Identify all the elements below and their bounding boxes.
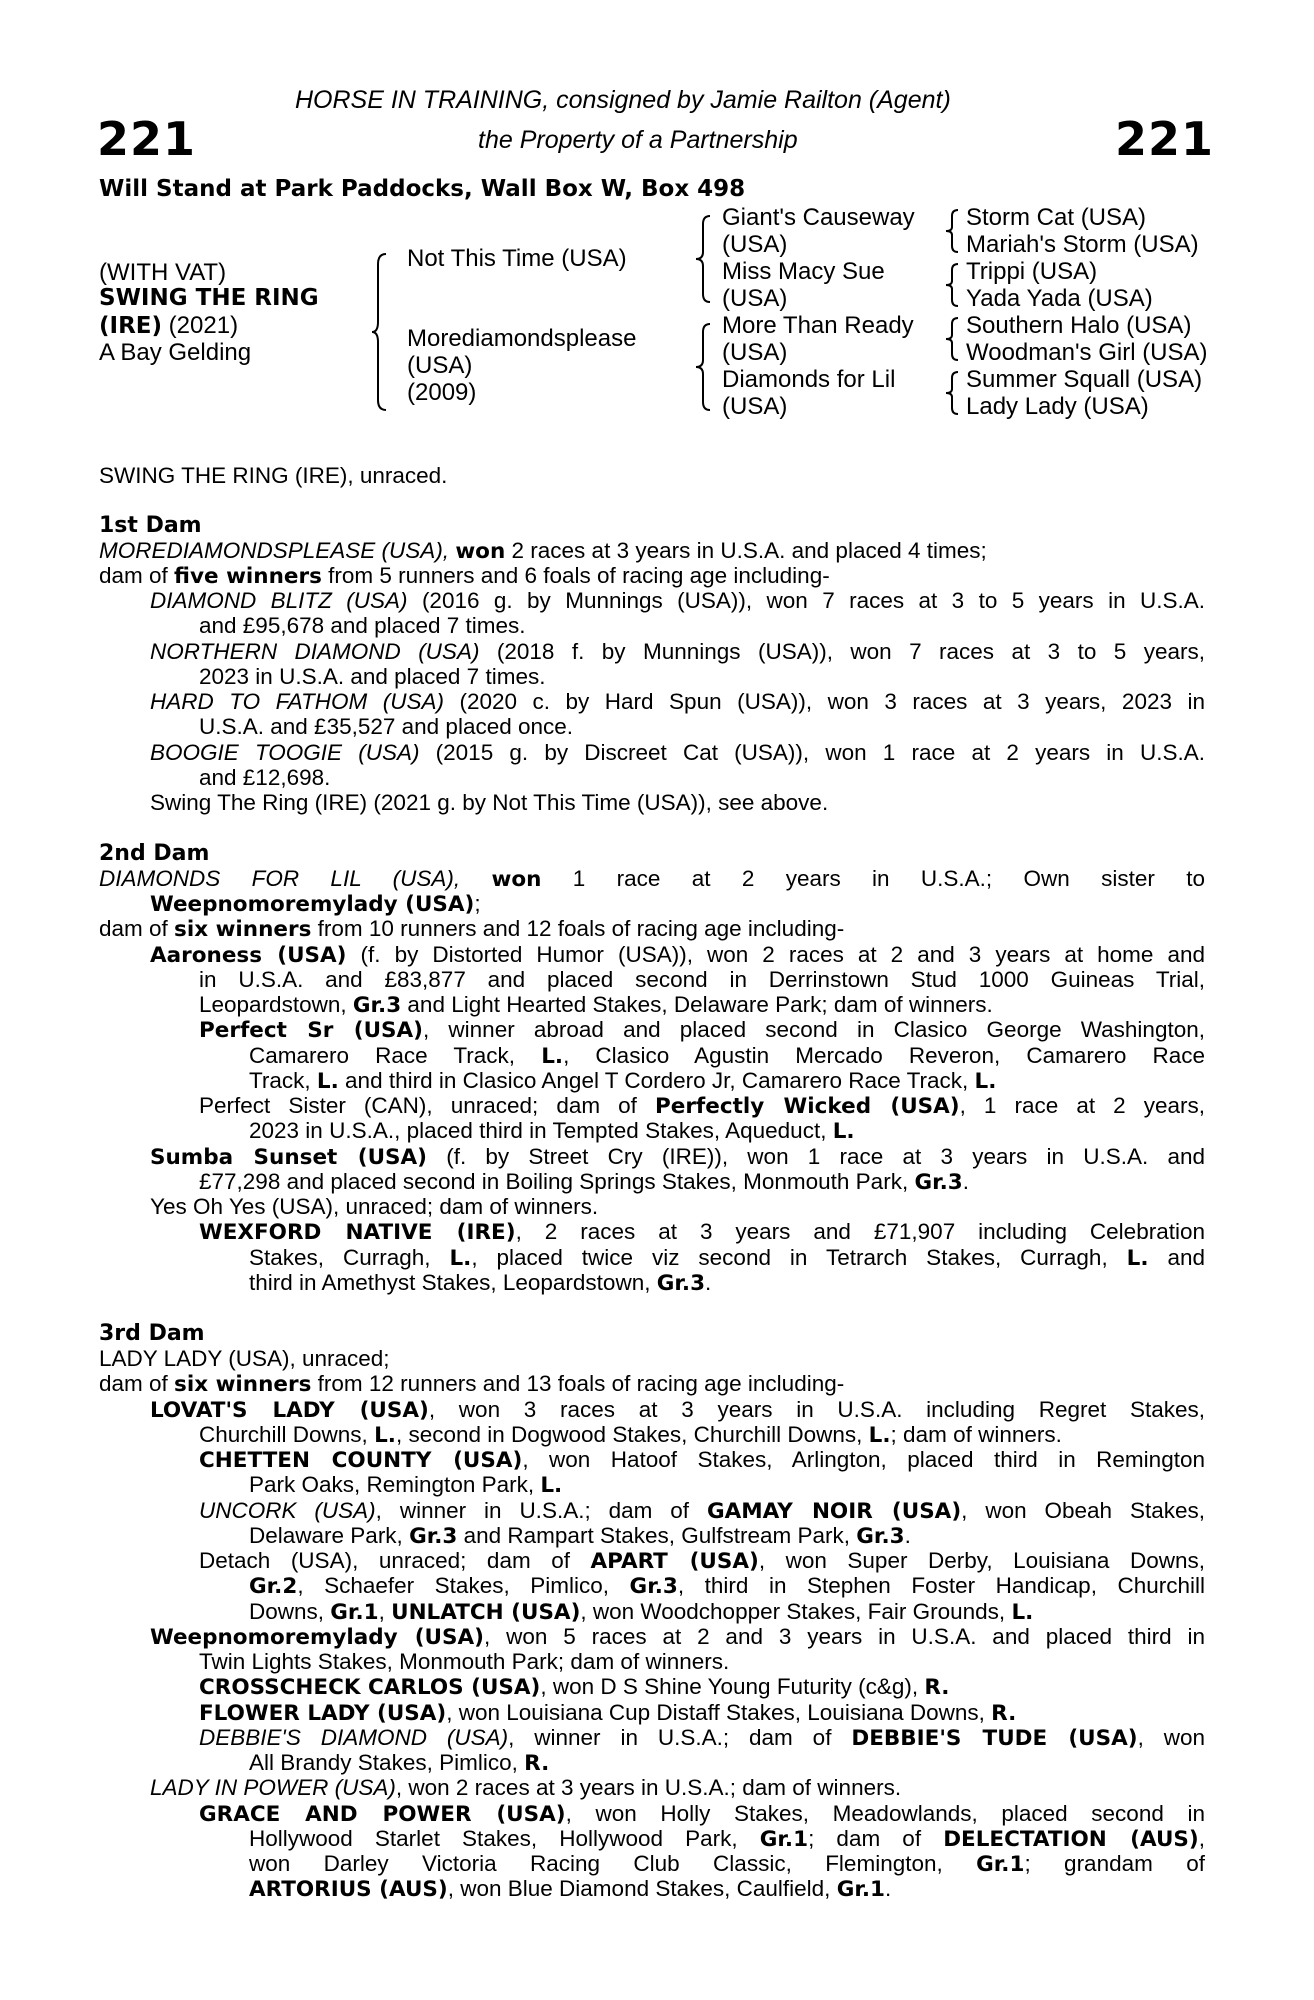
- produce-lovats-lady-cont: [199, 1422, 1205, 1448]
- produce-wexford-native-cont2: [249, 1270, 1205, 1296]
- grade: Gr.3: [352, 993, 402, 1018]
- horse-name: APART (USA): [590, 1549, 759, 1574]
- text: £77,298 and placed second in Boiling Springs Stakes, Monmouth Park,: [199, 1169, 915, 1194]
- text: ; dam of: [808, 1826, 944, 1851]
- produce-boogie-toogie-cont: and £12,698.: [199, 765, 331, 790]
- produce-detach-cont2: [249, 1599, 1205, 1625]
- text: dam of: [99, 563, 175, 588]
- gen3-brace-1: [944, 208, 960, 254]
- produce-yes-oh-yes: Yes Oh Yes (USA), unraced; dam of winners.: [150, 1194, 599, 1219]
- text: Delaware Park,: [249, 1523, 410, 1548]
- dam-name: DIAMONDS FOR LIL (USA),: [99, 866, 461, 891]
- horse-name: LOVAT'S LADY (USA): [150, 1398, 429, 1423]
- text: (2020 c. by Hard Spun (USA)), won 3 races at 3 years, 2023 in: [443, 689, 1205, 714]
- horse-name: UNCORK (USA): [199, 1498, 376, 1523]
- text: , won Holly Stakes, Meadowlands, placed second in: [565, 1801, 1205, 1826]
- grade: L.: [1126, 1246, 1149, 1271]
- text: , winner in U.S.A.; dam of: [508, 1725, 852, 1750]
- produce-perfect-sr-cont2: [249, 1068, 1205, 1094]
- lot-number-left: 221: [97, 112, 197, 166]
- grade: L.: [449, 1246, 472, 1271]
- grade: Gr.1: [759, 1827, 809, 1852]
- text: , winner in U.S.A.; dam of: [375, 1498, 707, 1523]
- gen2-brace-top: [694, 214, 714, 304]
- grade: Gr.2: [249, 1574, 298, 1599]
- horse-name: GRACE AND POWER (USA): [199, 1802, 566, 1827]
- produce-grace-and-power-cont3: [249, 1876, 1205, 1902]
- winners-count: five winners: [174, 564, 322, 589]
- horse-name: CROSSCHECK CARLOS (USA): [199, 1675, 541, 1700]
- text: Perfect Sister (CAN), unraced; dam of: [199, 1093, 655, 1118]
- gen2-brace-bottom: [694, 322, 714, 412]
- dam-line-1: Morediamondsplease: [407, 325, 637, 352]
- produce-perfect-sister: [199, 1093, 1205, 1119]
- grade: R.: [924, 1675, 950, 1700]
- gen3-brace-2: [944, 262, 960, 308]
- produce-uncork-cont: [249, 1523, 1205, 1549]
- first-dam-heading: 1st Dam: [99, 513, 202, 538]
- horse-name: ARTORIUS (AUS): [249, 1877, 448, 1902]
- horse-name: FLOWER LADY (USA): [199, 1701, 447, 1726]
- produce-perfect-sr-cont1: [249, 1043, 1205, 1069]
- produce-perfect-sister-cont: [249, 1118, 1205, 1144]
- produce-chetten-county: [199, 1447, 1205, 1473]
- winners-count: six winners: [174, 1372, 312, 1397]
- produce-flower-lady: [199, 1700, 1205, 1726]
- horse-name: Sumba Sunset (USA): [150, 1145, 427, 1170]
- produce-aaroness: [150, 942, 1205, 968]
- produce-sumba-sunset-cont: [199, 1169, 1205, 1195]
- text: , Schaefer Stakes, Pimlico,: [297, 1573, 630, 1598]
- produce-swing-the-ring: Swing The Ring (IRE) (2021 g. by Not This Time (USA)), see above.: [150, 790, 829, 815]
- dam-line-3: (2009): [407, 379, 477, 406]
- text: 2 races at 3 years in U.S.A. and placed 4 times;: [505, 538, 987, 563]
- horse-name: DEBBIE'S DIAMOND (USA): [199, 1725, 509, 1750]
- produce-crosscheck-carlos: [199, 1674, 1205, 1700]
- dam-line-2: (USA): [407, 352, 473, 379]
- produce-wexford-native: [199, 1219, 1205, 1245]
- text: Track,: [249, 1068, 317, 1093]
- produce-aaroness-cont2: [199, 992, 1205, 1018]
- horse-name: Aaroness (USA): [150, 943, 347, 968]
- text: , won: [1137, 1725, 1205, 1750]
- text: , 1 race at 2 years,: [959, 1093, 1206, 1118]
- text: and Rampart Stakes, Gulfstream Park,: [457, 1523, 857, 1548]
- text: ; grandam of: [1024, 1851, 1205, 1876]
- text: from 10 runners and 12 foals of racing age including-: [311, 916, 845, 941]
- text: , won 2 races at 3 years in U.S.A.; dam of winners.: [395, 1775, 902, 1800]
- text: , placed twice viz second in Tetrarch Stakes, Curragh,: [471, 1245, 1127, 1270]
- text: and third in Clasico Angel T Cordero Jr, Camarero Race Track,: [338, 1068, 975, 1093]
- produce-detach-cont1: [249, 1573, 1205, 1599]
- text: , 2 races at 3 years and £71,907 including Celebration: [515, 1219, 1205, 1244]
- produce-weepnomoremylady: [150, 1624, 1205, 1650]
- text: , won Woodchopper Stakes, Fair Grounds,: [580, 1599, 1012, 1624]
- grade: Gr.3: [856, 1524, 905, 1549]
- text: and: [1148, 1245, 1206, 1270]
- text: (2016 g. by Munnings (USA)), won 7 races at 3 to 5 years in U.S.A.: [407, 588, 1205, 613]
- produce-aaroness-cont1: in U.S.A. and £83,877 and placed second in Derrinstown Stud 1000 Guineas Trial,: [199, 967, 1205, 992]
- text: , won Hatoof Stakes, Arlington, placed third in Remington: [522, 1447, 1205, 1472]
- consignor-line: HORSE IN TRAINING, consigned by Jamie Railton (Agent): [295, 86, 951, 114]
- horse-name: Perfectly Wicked (USA): [654, 1094, 960, 1119]
- horse-description: A Bay Gelding: [99, 339, 252, 366]
- horse-name: DIAMOND BLITZ (USA): [150, 588, 408, 613]
- grade: L.: [1011, 1600, 1034, 1625]
- produce-uncork: [199, 1498, 1205, 1524]
- granddam-1: Miss Macy Sue: [722, 258, 885, 285]
- second-dam-sister: [150, 891, 1205, 917]
- grade: L.: [832, 1119, 855, 1144]
- grade: L.: [868, 1423, 891, 1448]
- text: (2018 f. by Munnings (USA)), won 7 races at 3 to 5 years,: [479, 639, 1206, 664]
- produce-grace-and-power: [199, 1801, 1205, 1827]
- ancestor-7: Summer Squall (USA): [966, 366, 1203, 393]
- text: , third in Stephen Foster Handicap, Churchill: [677, 1573, 1206, 1598]
- horse-name: CHETTEN COUNTY (USA): [199, 1448, 523, 1473]
- text: from 12 runners and 13 foals of racing age including-: [311, 1371, 845, 1396]
- text: Churchill Downs,: [199, 1422, 375, 1447]
- produce-weepnomoremylady-cont: Twin Lights Stakes, Monmouth Park; dam of winners.: [199, 1649, 730, 1674]
- granddam-2: Diamonds for Lil: [722, 366, 896, 393]
- text: Hollywood Starlet Stakes, Hollywood Park,: [249, 1826, 760, 1851]
- produce-northern-diamond: [150, 639, 1205, 664]
- grandsire-1-country: (USA): [722, 231, 788, 258]
- text: , won Blue Diamond Stakes, Caulfield,: [447, 1876, 837, 1901]
- grade: Gr.3: [409, 1524, 458, 1549]
- text: .: [962, 1169, 970, 1194]
- grade: Gr.3: [656, 1271, 706, 1296]
- sire: Not This Time (USA): [407, 245, 627, 272]
- produce-perfect-sr: [199, 1017, 1205, 1043]
- text: All Brandy Stakes, Pimlico,: [249, 1750, 525, 1775]
- ancestor-6: Woodman's Girl (USA): [966, 339, 1208, 366]
- text: ,: [1198, 1826, 1205, 1851]
- horse-name: Weepnomoremylady (USA): [150, 1625, 484, 1650]
- vat-note: (WITH VAT): [99, 259, 227, 286]
- produce-sumba-sunset: [150, 1144, 1205, 1170]
- granddam-1-country: (USA): [722, 285, 788, 312]
- second-dam-winners: [99, 916, 1205, 942]
- produce-hard-to-fathom-cont: U.S.A. and £35,527 and placed once.: [199, 714, 574, 739]
- dam-name: MOREDIAMONDSPLEASE (USA),: [99, 538, 456, 563]
- second-dam-heading: 2nd Dam: [99, 841, 210, 866]
- grade: Gr.3: [914, 1170, 963, 1195]
- grandsire-2: More Than Ready: [722, 312, 914, 339]
- text: , won Obeah Stakes,: [961, 1498, 1205, 1523]
- produce-chetten-county-cont: [249, 1472, 1205, 1498]
- horse-name: Weepnomoremylady (USA): [150, 892, 475, 917]
- won-text: won: [455, 539, 506, 564]
- stand-location: Will Stand at Park Paddocks, Wall Box W, Box 498: [99, 176, 746, 202]
- grade: L.: [316, 1069, 339, 1094]
- gen3-brace-3: [944, 316, 960, 362]
- grandsire-2-country: (USA): [722, 339, 788, 366]
- horse-year: (2021): [162, 312, 239, 339]
- text: 2023 in U.S.A., placed third in Tempted Stakes, Aqueduct,: [249, 1118, 833, 1143]
- text: (f. by Distorted Humor (USA)), won 2 races at 2 and 3 years at home and: [346, 942, 1206, 967]
- produce-northern-diamond-cont: 2023 in U.S.A. and placed 7 times.: [199, 664, 546, 689]
- second-dam-line: [99, 866, 1205, 892]
- horse-name: GAMAY NOIR (USA): [706, 1499, 962, 1524]
- grade: R.: [991, 1701, 1017, 1726]
- text: from 5 runners and 6 foals of racing age including-: [321, 563, 830, 588]
- ancestor-3: Trippi (USA): [966, 258, 1098, 285]
- grade: Gr.1: [330, 1600, 379, 1625]
- third-dam-line: LADY LADY (USA), unraced;: [99, 1346, 390, 1371]
- text: (2015 g. by Discreet Cat (USA)), won 1 race at 2 years in U.S.A.: [419, 740, 1205, 765]
- grandsire-1: Giant's Causeway: [722, 204, 915, 231]
- produce-hard-to-fathom: [150, 689, 1205, 714]
- text: ; dam of winners.: [890, 1422, 1062, 1447]
- text: Leopardstown,: [199, 992, 353, 1017]
- produce-lady-in-power: [150, 1775, 1205, 1800]
- horse-name-line2: [99, 312, 238, 340]
- text: Camarero Race Track,: [249, 1043, 542, 1068]
- grade: L.: [374, 1423, 396, 1448]
- grade: R.: [524, 1751, 550, 1776]
- text: ,: [378, 1599, 392, 1624]
- grade: L.: [541, 1044, 564, 1069]
- horse-name: DEBBIE'S TUDE (USA): [851, 1726, 1138, 1751]
- text: Park Oaks, Remington Park,: [249, 1472, 541, 1497]
- grade: Gr.1: [976, 1852, 1025, 1877]
- horse-name: SWING THE RING: [99, 285, 319, 311]
- produce-detach: [199, 1548, 1205, 1574]
- text: and Light Hearted Stakes, Delaware Park; dam of winners.: [401, 992, 993, 1017]
- horse-name: UNLATCH (USA): [391, 1600, 581, 1625]
- horse-name: BOOGIE TOOGIE (USA): [150, 740, 420, 765]
- third-dam-heading: 3rd Dam: [99, 1321, 205, 1346]
- third-dam-winners: [99, 1371, 1205, 1397]
- horse-name: Perfect Sr (USA): [199, 1018, 424, 1043]
- ancestor-8: Lady Lady (USA): [966, 393, 1149, 420]
- first-dam-line: [99, 538, 1205, 564]
- ancestor-1: Storm Cat (USA): [966, 204, 1147, 231]
- lot-number-right: 221: [1115, 112, 1215, 166]
- produce-debbies-diamond-cont: [249, 1750, 1205, 1776]
- text: .: [885, 1876, 892, 1901]
- produce-grace-and-power-cont2: [249, 1851, 1205, 1877]
- property-line: the Property of a Partnership: [478, 126, 798, 154]
- grade: Gr.3: [629, 1574, 678, 1599]
- text: dam of: [99, 916, 175, 941]
- text: , won D S Shine Young Futurity (c&g),: [540, 1674, 925, 1699]
- horse-name: HARD TO FATHOM (USA): [150, 689, 444, 714]
- grade: L.: [974, 1069, 997, 1094]
- horse-country: (IRE): [99, 313, 163, 339]
- grade: Gr.1: [836, 1877, 885, 1902]
- granddam-2-country: (USA): [722, 393, 788, 420]
- horse-name: WEXFORD NATIVE (IRE): [199, 1220, 516, 1245]
- text: Stakes, Curragh,: [249, 1245, 450, 1270]
- produce-diamond-blitz-cont: and £95,678 and placed 7 times.: [199, 613, 526, 638]
- gen3-brace-4: [944, 370, 960, 416]
- text: , won 3 races at 3 years in U.S.A. including Regret Stakes,: [428, 1397, 1205, 1422]
- text: .: [904, 1523, 911, 1548]
- text: 1 race at 2 years in U.S.A.; Own sister to: [572, 866, 1205, 891]
- text: , second in Dogwood Stakes, Churchill Downs,: [395, 1422, 869, 1447]
- text: , Clasico Agustin Mercado Reveron, Camarero Race: [563, 1043, 1206, 1068]
- text: (f. by Street Cry (IRE)), won 1 race at 3 years in U.S.A. and: [426, 1144, 1205, 1169]
- text: Detach (USA), unraced; dam of: [199, 1548, 591, 1573]
- text: , won 5 races at 2 and 3 years in U.S.A. and placed third in: [483, 1624, 1205, 1649]
- produce-diamond-blitz: [150, 588, 1205, 613]
- text: , winner abroad and placed second in Clasico George Washington,: [423, 1017, 1205, 1042]
- grade: L.: [540, 1473, 563, 1498]
- gen1-brace: [370, 252, 392, 412]
- winners-count: six winners: [174, 917, 312, 942]
- text: ;: [474, 891, 481, 916]
- text: won Darley Victoria Racing Club Classic, Flemington,: [249, 1851, 977, 1876]
- ancestor-4: Yada Yada (USA): [966, 285, 1153, 312]
- first-dam-winners: [99, 563, 1205, 589]
- text: , won Louisiana Cup Distaff Stakes, Louisiana Downs,: [446, 1700, 992, 1725]
- text: .: [705, 1270, 712, 1295]
- produce-lovats-lady: [150, 1397, 1205, 1423]
- ancestor-5: Southern Halo (USA): [966, 312, 1192, 339]
- produce-boogie-toogie: [150, 740, 1205, 765]
- produce-debbies-diamond: [199, 1725, 1205, 1751]
- ancestor-2: Mariah's Storm (USA): [966, 231, 1199, 258]
- text: , won Super Derby, Louisiana Downs,: [758, 1548, 1205, 1573]
- won-text: won: [491, 867, 542, 892]
- text: third in Amethyst Stakes, Leopardstown,: [249, 1270, 657, 1295]
- horse-name: LADY IN POWER (USA): [150, 1775, 396, 1800]
- text: dam of: [99, 1371, 175, 1396]
- produce-grace-and-power-cont1: [249, 1826, 1205, 1852]
- produce-wexford-native-cont1: [249, 1245, 1205, 1271]
- horse-name: DELECTATION (AUS): [943, 1827, 1199, 1852]
- text: Downs,: [249, 1599, 331, 1624]
- horse-name: NORTHERN DIAMOND (USA): [150, 639, 480, 664]
- race-summary: SWING THE RING (IRE), unraced.: [99, 463, 448, 488]
